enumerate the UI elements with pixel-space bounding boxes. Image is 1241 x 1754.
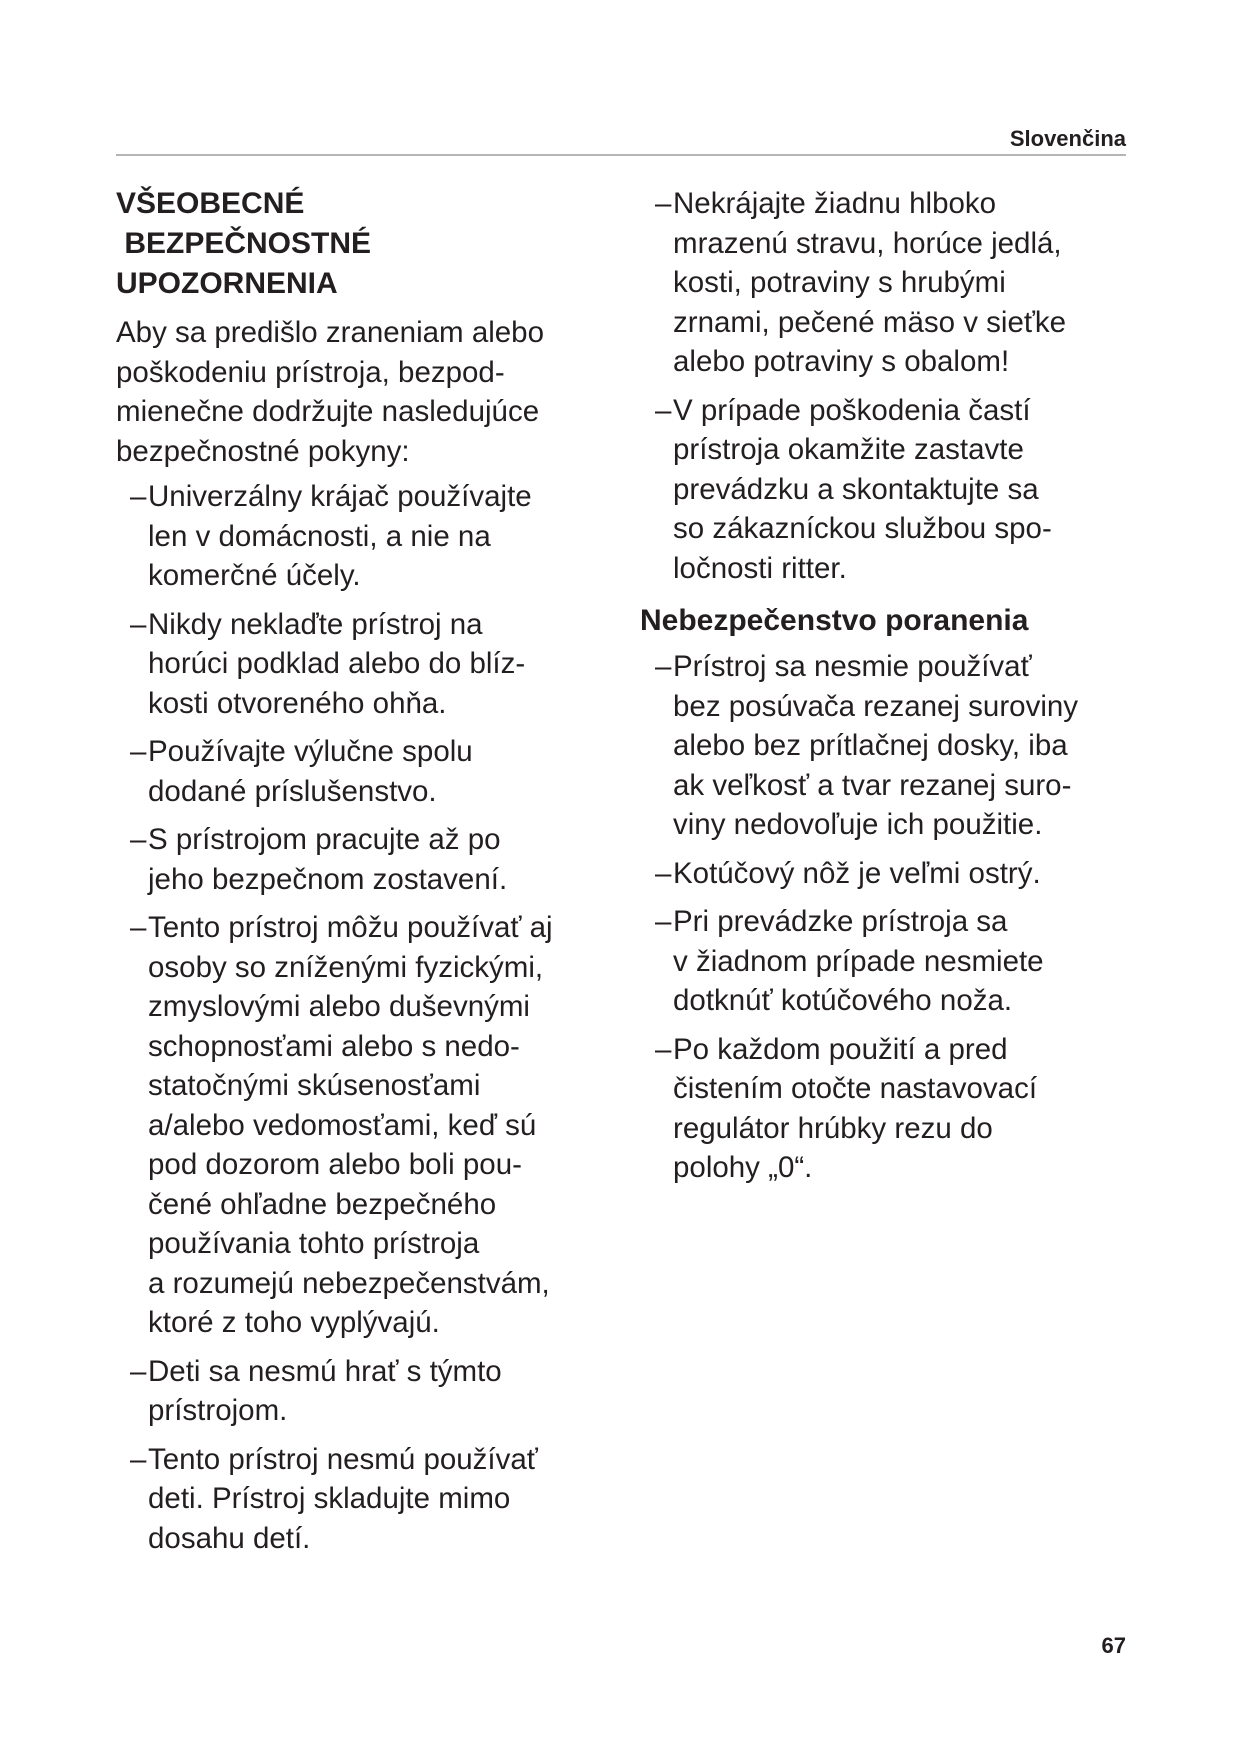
list-item-line: pod dozorom alebo boli pou- xyxy=(148,1148,522,1181)
list-item xyxy=(640,854,1140,894)
dash-bullet: – xyxy=(655,856,672,890)
list-item-line: ktoré z toho vyplývajú. xyxy=(148,1306,440,1339)
list-item xyxy=(640,902,1140,1021)
list-item-line: schopnosťami alebo s nedo- xyxy=(148,1029,520,1063)
list-item-line: ak veľkosť a tvar rezanej suro- xyxy=(673,768,1072,802)
dash-bullet: – xyxy=(130,480,147,513)
list-item-line: len v domácnosti, a nie na xyxy=(148,519,491,553)
title-line: VŠEOBECNÉ xyxy=(116,187,305,220)
dash-bullet: – xyxy=(130,735,147,768)
injury-hazard-list xyxy=(640,647,1140,1188)
safety-list xyxy=(116,477,636,1558)
list-item-line: a rozumejú nebezpečenstvám, xyxy=(148,1266,550,1300)
list-item-line: dosahu detí. xyxy=(148,1521,311,1555)
list-item-line: dodané príslušenstvo. xyxy=(148,774,437,808)
list-item-line: mrazenú stravu, horúce jedlá, xyxy=(673,226,1062,260)
list-item-line: deti. Prístroj skladujte mimo xyxy=(148,1482,511,1515)
dash-bullet: – xyxy=(655,650,672,683)
intro-line: Aby sa predišlo zraneniam alebo xyxy=(116,316,544,349)
list-item-line: so zákazníckou službou spo- xyxy=(673,512,1052,545)
dash-bullet: – xyxy=(130,1442,147,1476)
dash-bullet: – xyxy=(130,911,147,944)
list-item-line: Nekrájajte žiadnu hlboko xyxy=(673,187,997,220)
intro-line: poškodeniu prístroja, bezpod- xyxy=(116,355,505,389)
list-item-line: polohy „0“. xyxy=(673,1151,813,1184)
section-title xyxy=(116,184,636,304)
dash-bullet: – xyxy=(655,905,672,938)
list-item-line: regulátor hrúbky rezu do xyxy=(673,1111,993,1145)
dash-bullet: – xyxy=(130,823,147,856)
list-item-line: Kotúčový nôž je veľmi ostrý. xyxy=(673,856,1041,890)
list-item-line: jeho bezpečnom zostavení. xyxy=(148,862,508,896)
subheading-injury-hazard: Nebezpečenstvo poranenia xyxy=(640,604,1029,637)
list-item-line: alebo bez prítlačnej dosky, iba xyxy=(673,729,1068,762)
language-label: Slovenčina xyxy=(1009,126,1126,151)
list-item-line: S prístrojom pracujte až po xyxy=(148,823,501,856)
list-item-line: kosti, potraviny s hrubými xyxy=(673,266,1006,299)
list-item-line: Univerzálny krájač používajte xyxy=(148,480,532,513)
list-item xyxy=(640,184,1140,382)
title-line: BEZPEČNOSTNÉ xyxy=(116,227,372,260)
list-item xyxy=(116,605,636,724)
safety-list-continued xyxy=(640,184,1140,588)
list-item-line: používania tohto prístroja xyxy=(148,1227,480,1260)
list-item-line: čistením otočte nastavovací xyxy=(673,1072,1038,1105)
list-item-line: Tento prístroj môžu používať aj xyxy=(148,911,553,944)
list-item xyxy=(640,1030,1140,1188)
list-item-line: v žiadnom prípade nesmiete xyxy=(673,944,1044,978)
list-item xyxy=(116,732,636,811)
dash-bullet: – xyxy=(655,393,672,427)
dash-bullet: – xyxy=(130,607,147,641)
intro-paragraph xyxy=(116,313,636,471)
list-item-line: čené ohľadne bezpečného xyxy=(148,1187,497,1221)
intro-line: bezpečnostné pokyny: xyxy=(116,434,410,468)
list-item xyxy=(116,820,636,899)
list-item-line: V prípade poškodenia častí xyxy=(673,393,1031,427)
list-item-line: viny nedovoľuje ich použitie. xyxy=(673,808,1043,841)
list-item-line: Tento prístroj nesmú používať xyxy=(148,1442,538,1476)
page-number: 67 xyxy=(1101,1633,1126,1658)
list-item xyxy=(116,1440,636,1559)
title-line: UPOZORNENIA xyxy=(116,267,338,300)
list-item-line: Pri prevádzke prístroja sa xyxy=(673,905,1008,938)
list-item-line: osoby so zníženými fyzickými, xyxy=(148,950,544,984)
list-item-line: horúci podklad alebo do blíz- xyxy=(148,647,526,680)
left-column xyxy=(116,184,636,1567)
dash-bullet: – xyxy=(655,187,672,220)
list-item-line: zrnami, pečené mäso v sieťke xyxy=(673,305,1067,339)
header-rule xyxy=(116,154,1126,156)
list-item-line: Prístroj sa nesmie používať xyxy=(673,650,1032,683)
list-item-line: Nikdy neklaďte prístroj na xyxy=(148,607,483,641)
dash-bullet: – xyxy=(655,1032,672,1066)
list-item-line: alebo potraviny s obalom! xyxy=(673,345,1010,378)
list-item-line: Používajte výlučne spolu xyxy=(148,735,473,768)
list-item xyxy=(640,647,1140,845)
list-item-line: bez posúvača rezanej suroviny xyxy=(673,689,1079,723)
list-item-line: zmyslovými alebo duševnými xyxy=(148,990,530,1023)
list-item-line: prevádzku a skontaktujte sa xyxy=(673,472,1039,506)
dash-bullet: – xyxy=(130,1354,147,1388)
list-item xyxy=(640,391,1140,589)
list-item xyxy=(116,908,636,1343)
list-item xyxy=(116,1352,636,1431)
list-item xyxy=(116,477,636,596)
right-column xyxy=(640,184,1140,1197)
list-item-line: ločnosti ritter. xyxy=(673,551,847,585)
list-item-line: dotknúť kotúčového noža. xyxy=(673,984,1013,1017)
list-item-line: prístroja okamžite zastavte xyxy=(673,433,1024,466)
list-item-line: kosti otvoreného ohňa. xyxy=(148,686,447,720)
list-item-line: Po každom použití a pred xyxy=(673,1032,1008,1066)
list-item-line: statočnými skúsenosťami xyxy=(148,1069,481,1102)
list-item-line: a/alebo vedomosťami, keď sú xyxy=(148,1108,537,1142)
intro-line: mienečne dodržujte nasledujúce xyxy=(116,395,540,428)
list-item-line: prístrojom. xyxy=(148,1394,288,1427)
list-item-line: Deti sa nesmú hrať s týmto xyxy=(148,1354,502,1388)
list-item-line: komerčné účely. xyxy=(148,559,361,592)
